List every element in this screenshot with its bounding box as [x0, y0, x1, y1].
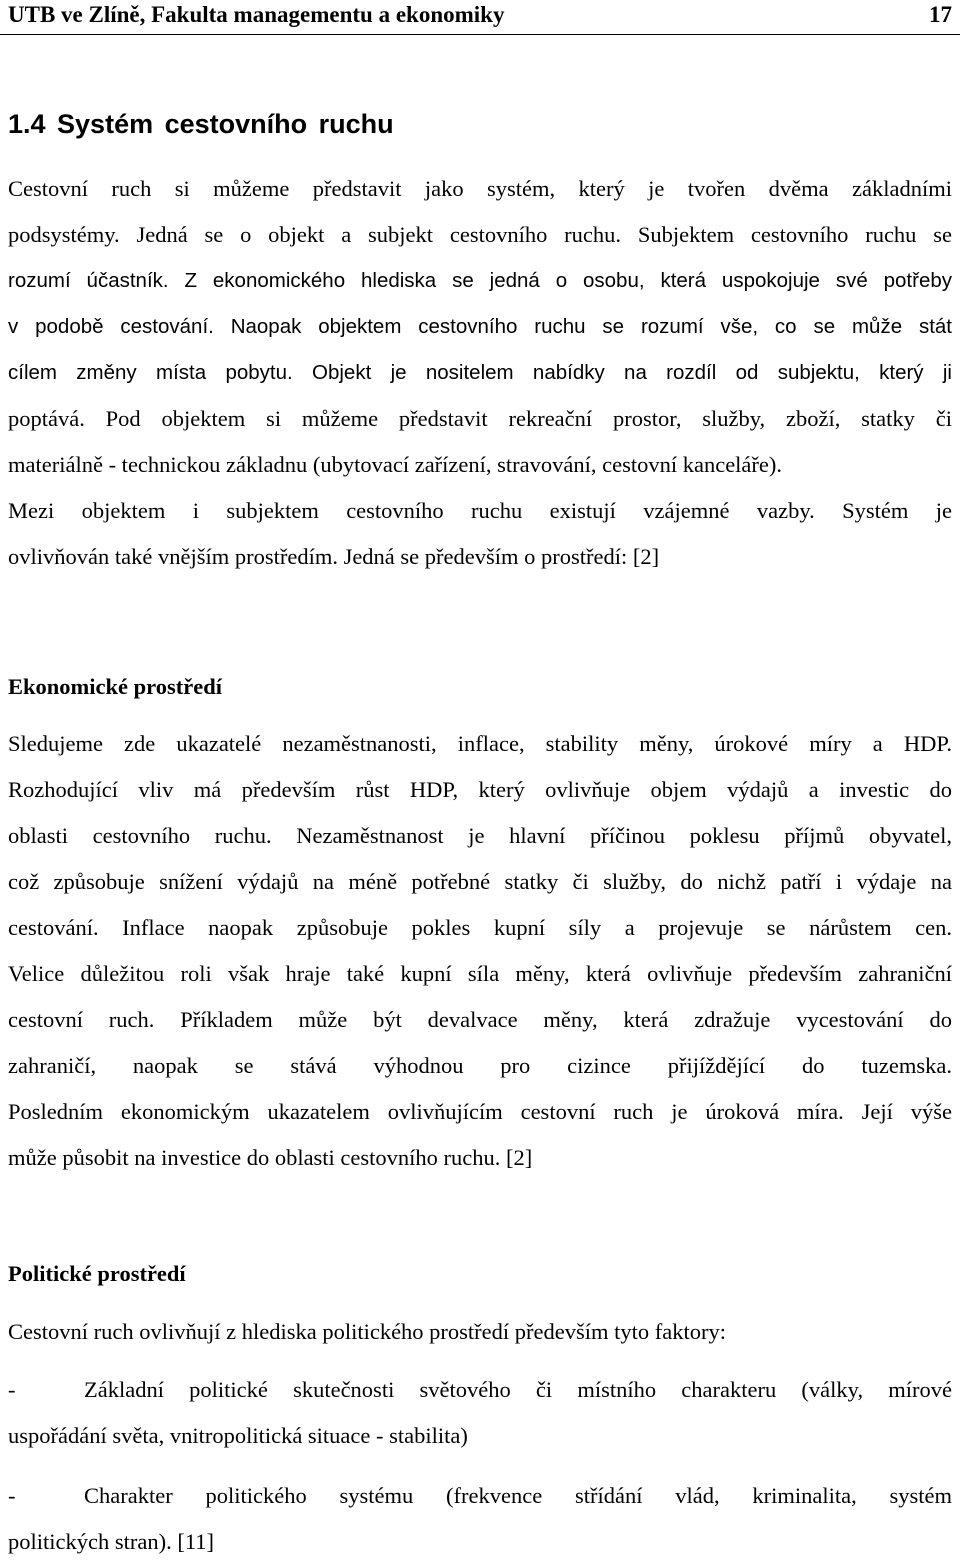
intro-line: materiálně - technickou základnu (ubytovací zařízení, stravování, cestovní kanceláře). — [8, 452, 783, 477]
list-item-first-line: Charakter politického systému (frekvence střídání vlád, kriminalita, systém — [84, 1483, 952, 1508]
intro-line: ovlivňován také vnějším prostředím. Jedná se především o prostředí: [2] — [8, 544, 660, 569]
economic-heading: Ekonomické prostředí — [8, 674, 222, 699]
intro-line: Cestovní ruch si můžeme představit jako systém, který je tvořen dvěma základními — [8, 176, 952, 201]
list-item-first-line: Základní politické skutečnosti světového či místního charakteru (války, mírové — [84, 1377, 952, 1402]
economic-line: zahraničí, naopak se stává výhodnou pro cizince přijíždějící do tuzemska. — [8, 1053, 952, 1078]
political-intro — [8, 1309, 952, 1355]
economic-line: Posledním ekonomickým ukazatelem ovlivňujícím cestovní ruch je úroková míra. Její výše — [8, 1099, 952, 1124]
list-item — [8, 1367, 952, 1459]
intro-paragraph — [8, 166, 952, 580]
economic-line: cestovní ruch. Příkladem může být devalvace měny, která zdražuje vycestování do — [8, 1007, 952, 1032]
intro-line: cílem změny místa pobytu. Objekt je nositelem nabídky na rozdíl od subjektu, který ji — [8, 361, 952, 384]
economic-line: Sledujeme zde ukazatelé nezaměstnanosti, inflace, stability měny, úrokové míry a HDP. — [8, 731, 952, 756]
intro-line: podsystémy. Jedná se o objekt a subjekt cestovního ruchu. Subjektem cestovního ruchu se — [8, 222, 952, 247]
list-dash: - — [8, 1377, 16, 1402]
political-intro-line: Cestovní ruch ovlivňují z hlediska politického prostředí především tyto faktory: — [8, 1319, 726, 1344]
economic-line: oblasti cestovního ruchu. Nezaměstnanost je hlavní příčinou poklesu příjmů obyvatel, — [8, 823, 952, 848]
intro-line: v podobě cestování. Naopak objektem cestovního ruchu se rozumí vše, co se může stát — [8, 315, 952, 338]
economic-line: což způsobuje snížení výdajů na méně potřebné statky či služby, do nichž patří i výdaje na — [8, 869, 952, 894]
intro-line: rozumí účastník. Z ekonomického hlediska se jedná o osobu, která uspokojuje své potřeby — [8, 269, 952, 292]
header-institution: UTB ve Zlíně, Fakulta managementu a ekonomiky — [8, 2, 505, 27]
list-item-continuation: politických stran). [11] — [8, 1529, 214, 1554]
list-item-continuation: uspořádání světa, vnitropolitická situace - stabilita) — [8, 1423, 468, 1448]
list-dash: - — [8, 1483, 16, 1508]
section-title: 1.4 Systém cestovního ruchu — [8, 109, 394, 139]
page-number: 17 — [929, 2, 952, 27]
economic-line: Velice důležitou roli však hraje také kupní síla měny, která ovlivňuje především zahraniční — [8, 961, 952, 986]
economic-line: Rozhodující vliv má především růst HDP, který ovlivňuje objem výdajů a investic do — [8, 777, 952, 802]
political-heading: Politické prostředí — [8, 1261, 186, 1286]
intro-line: poptává. Pod objektem si můžeme představit rekreační prostor, služby, zboží, statky či — [8, 406, 952, 431]
economic-paragraph — [8, 721, 952, 1181]
economic-line: cestování. Inflace naopak způsobuje pokles kupní síly a projevuje se nárůstem cen. — [8, 915, 952, 940]
intro-line: Mezi objektem i subjektem cestovního ruchu existují vzájemné vazby. Systém je — [8, 498, 952, 523]
economic-line: může působit na investice do oblasti cestovního ruchu. [2] — [8, 1145, 533, 1170]
list-item — [8, 1473, 952, 1565]
page-header — [0, 0, 960, 35]
